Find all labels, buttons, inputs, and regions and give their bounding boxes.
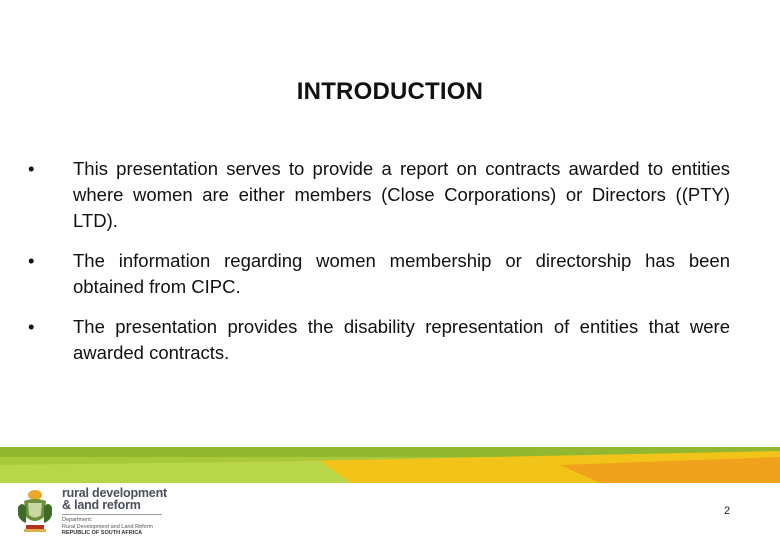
- bullet-marker: •: [28, 158, 35, 179]
- logo-line-2: & land reform: [62, 498, 141, 512]
- department-logo: [14, 487, 214, 535]
- bullet-text: The presentation provides the disability representation of entities that were awarded contracts.: [73, 316, 730, 363]
- bullet-text: The information regarding women membership or directorship has been obtained from CIPC.: [73, 250, 730, 297]
- bullet-item: [28, 314, 730, 366]
- logo-sub-1: Department:: [62, 517, 93, 523]
- logo-text: [62, 487, 212, 537]
- bullet-marker: •: [28, 250, 35, 271]
- logo-sub-2: Rural Development and Land Reform: [62, 523, 154, 530]
- coat-of-arms-icon: [14, 487, 56, 533]
- bullet-item: [28, 156, 730, 234]
- bullet-text: This presentation serves to provide a report on contracts awarded to entities where women are either members (Close Corporations) or Directors ((PTY) LTD).: [73, 158, 730, 231]
- bullet-marker: •: [28, 316, 35, 337]
- page-number: 2: [724, 505, 731, 517]
- slide-title: INTRODUCTION: [296, 78, 484, 105]
- logo-divider: [62, 514, 162, 515]
- bullet-item: [28, 248, 730, 300]
- logo-line-1: rural development: [62, 486, 167, 500]
- bullet-list: [28, 156, 730, 380]
- logo-sub-3: REPUBLIC OF SOUTH AFRICA: [62, 530, 143, 536]
- footer-color-band: [0, 447, 780, 483]
